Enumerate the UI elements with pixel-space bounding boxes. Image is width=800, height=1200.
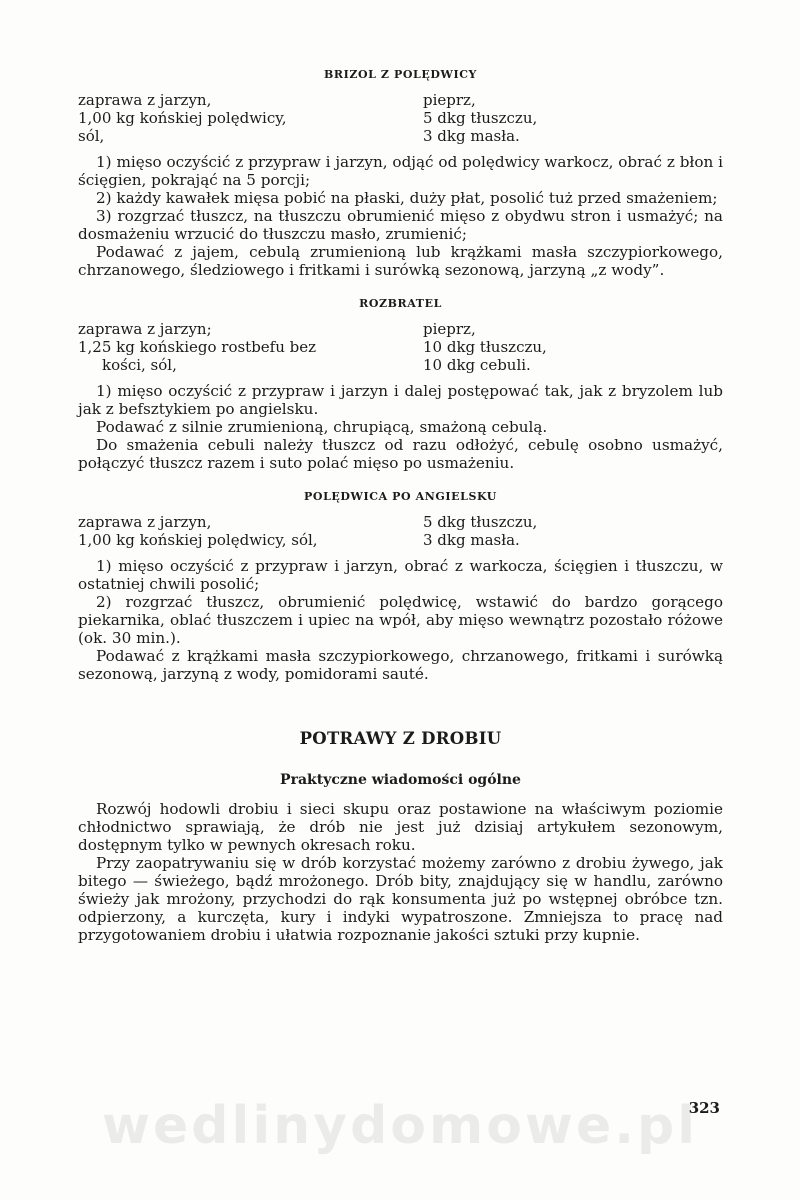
ingredient: 10 dkg cebuli. <box>423 356 531 374</box>
recipe-title: POLĘDWICA PO ANGIELSKU <box>304 490 497 503</box>
ingredient: 5 dkg tłuszczu, <box>423 513 538 531</box>
section-poultry <box>78 729 723 944</box>
instruction-paragraph: Podawać z silnie zrumienioną, chrupiącą, smażoną cebulą. <box>96 418 548 436</box>
ingredients <box>78 320 723 374</box>
ingredients <box>78 91 723 145</box>
ingredient: 5 dkg tłuszczu, <box>423 109 538 127</box>
ingredients-left <box>78 91 423 145</box>
ingredient: pieprz, <box>423 320 476 338</box>
ingredient: 1,00 kg końskiej polędwicy, <box>78 109 287 127</box>
ingredients-left <box>78 513 423 549</box>
recipe-poledwica <box>78 490 723 683</box>
ingredient: 3 dkg masła. <box>423 531 520 549</box>
instruction-paragraph: 2) każdy kawałek mięsa pobić na płaski, duży płat, posolić tuż przed smażeniem; <box>96 189 718 207</box>
book-page <box>78 68 723 944</box>
ingredient: 1,00 kg końskiej polędwicy, sól, <box>78 531 318 549</box>
ingredient: kości, sól, <box>102 356 177 374</box>
instruction-paragraph: Podawać z jajem, cebulą zrumienioną lub krążkami masła szczypiorkowego, chrzanowego, śledziowego i fritkami i surówką sezonową, jarzyną „z wody”. <box>78 243 723 279</box>
instruction-paragraph: 1) mięso oczyścić z przypraw i jarzyn i dalej postępować tak, jak z bryzolem lub jak z befsztykiem po angielsku. <box>78 382 723 418</box>
recipe-rozbratel <box>78 297 723 472</box>
section-paragraph: Przy zaopatrywaniu się w drób korzystać możemy zarówno z drobiu żywego, jak bitego — świeżego, bądź mrożonego. Drób bity, znajdujący się w handlu, zarówno świeży jak mrożony, przychodzi do rąk konsumenta już po wstępnej obróbce tzn. odpierzony, a kurczęta, kury i indyki wypatroszone. Zmniejsza to pracę nad przygotowaniem drobiu i ułatwia rozpoznanie jakości sztuki przy kupnie. <box>78 854 723 944</box>
ingredients <box>78 513 723 549</box>
ingredients-right <box>423 513 723 549</box>
ingredient: 1,25 kg końskiego rostbefu bez <box>78 338 317 356</box>
instruction-paragraph: 2) rozgrzać tłuszcz, obrumienić polędwicę, wstawić do bardzo gorącego piekarnika, oblać tłuszczem i upiec na wpół, aby mięso wewnątrz pozostało różowe (ok. 30 min.). <box>78 593 723 647</box>
ingredient: pieprz, <box>423 91 476 109</box>
ingredient: 10 dkg tłuszczu, <box>423 338 547 356</box>
section-title: POTRAWY Z DROBIU <box>299 729 502 748</box>
ingredient: zaprawa z jarzyn, <box>78 513 212 531</box>
ingredients-left <box>78 320 423 374</box>
ingredient: sól, <box>78 127 105 145</box>
page-number: 323 <box>688 1099 720 1117</box>
ingredient: 3 dkg masła. <box>423 127 520 145</box>
ingredients-right <box>423 320 723 374</box>
instruction-paragraph: 1) mięso oczyścić z przypraw i jarzyn, odjąć od polędwicy warkocz, obrać z błon i ścięgien, pokrająć na 5 porcji; <box>78 153 723 189</box>
section-subtitle: Praktyczne wiadomości ogólne <box>280 772 521 788</box>
recipe-title: BRIZOL Z POLĘDWICY <box>323 68 478 81</box>
instruction-paragraph: Do smażenia cebuli należy tłuszcz od razu odłożyć, cebulę osobno usmażyć, połączyć tłuszcz razem i suto polać mięso po usmażeniu. <box>78 436 723 472</box>
ingredient: zaprawa z jarzyn, <box>78 91 212 109</box>
instruction-paragraph: 1) mięso oczyścić z przypraw i jarzyn, obrać z warkocza, ścięgien i tłuszczu, w ostatniej chwili posolić; <box>78 557 723 593</box>
section-paragraph: Rozwój hodowli drobiu i sieci skupu oraz postawione na właściwym poziomie chłodnictwo sprawiają, że drób nie jest już dzisiaj artykułem sezonowym, dostępnym tylko w pewnych okresach roku. <box>78 800 723 854</box>
recipe-brizol <box>78 68 723 279</box>
watermark: wedlinydomowe.pl <box>101 1096 699 1156</box>
instruction-paragraph: Podawać z krążkami masła szczypiorkowego, chrzanowego, fritkami i surówką sezonową, jarzyną z wody, pomidorami sauté. <box>78 647 723 683</box>
ingredient: zaprawa z jarzyn; <box>78 320 212 338</box>
ingredients-right <box>423 91 723 145</box>
recipe-title: ROZBRATEL <box>359 297 442 310</box>
instruction-paragraph: 3) rozgrzać tłuszcz, na tłuszczu obrumienić mięso z obydwu stron i usmażyć; na dosmażeniu wrzucić do tłuszczu masło, zrumienić; <box>78 207 723 243</box>
